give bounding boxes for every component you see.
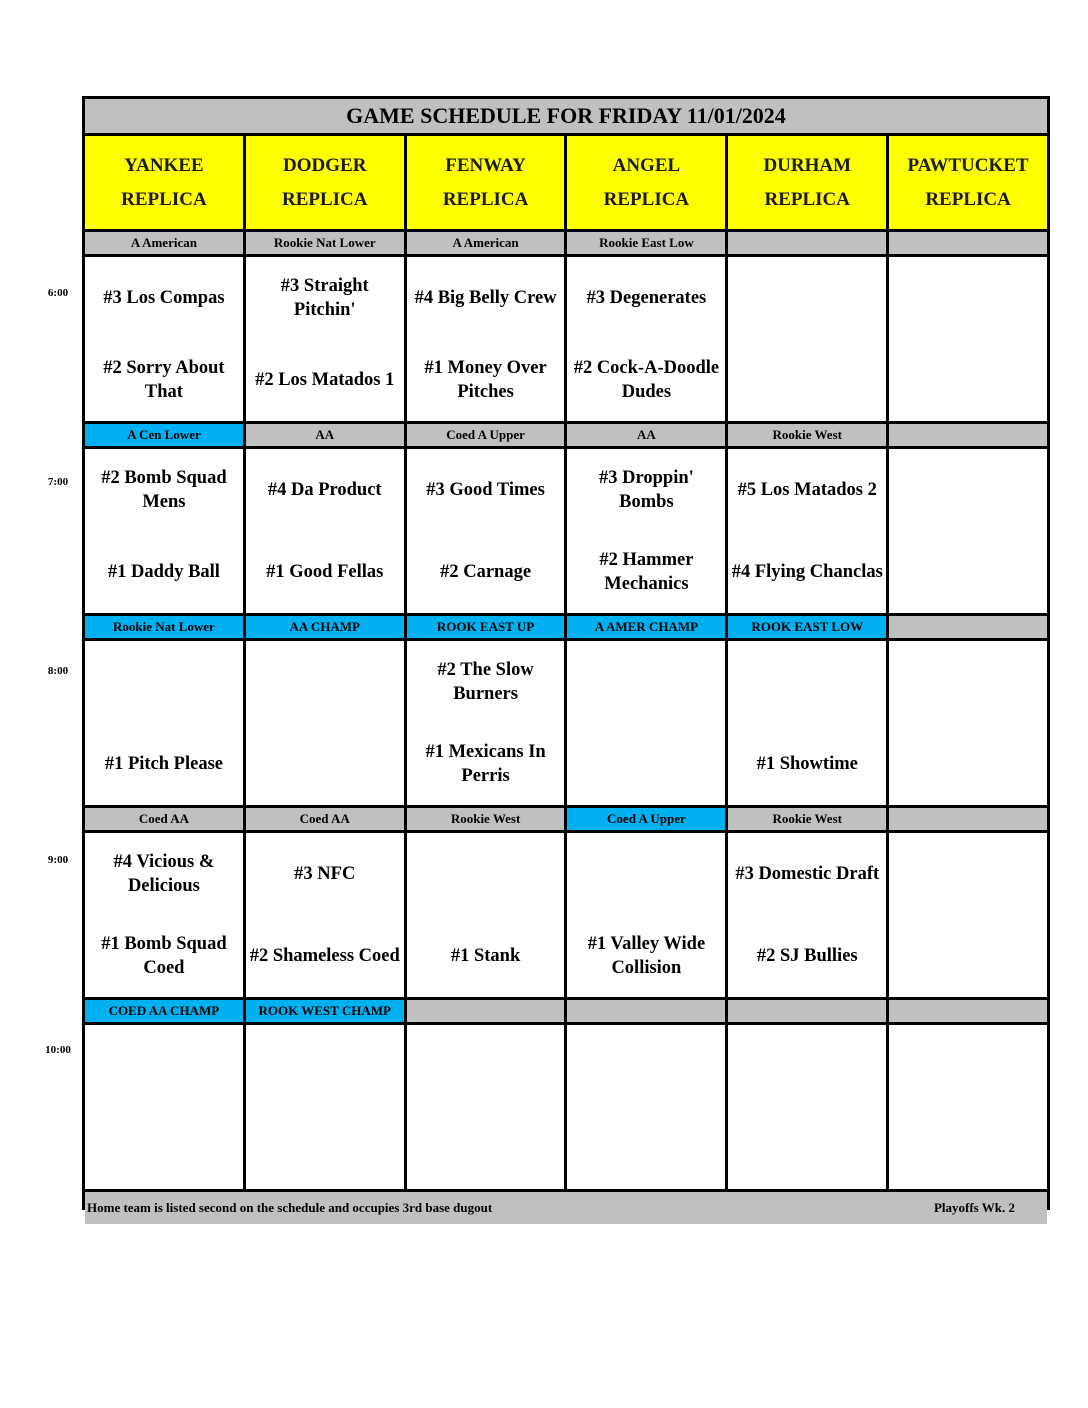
division-label [889, 424, 1047, 446]
game-cell [889, 1025, 1047, 1189]
home-team: #1 Money Over Pitches [424, 358, 547, 402]
division-label: AA [567, 424, 725, 446]
home-team [246, 723, 404, 805]
game-cell [728, 641, 886, 805]
home-team: #1 Bomb Squad Coed [101, 934, 227, 978]
away-team [407, 1025, 565, 1107]
division-label: AA [246, 424, 404, 446]
home-team [889, 531, 1047, 613]
field-name: DODGER [283, 154, 367, 176]
division-label [567, 1000, 725, 1022]
game-cell [85, 641, 243, 805]
time-label: 9:00 [47, 854, 69, 866]
division-label: ROOK EAST LOW [728, 616, 886, 638]
game-cell [728, 833, 886, 997]
home-team: #1 Stank [450, 946, 521, 966]
home-team [728, 339, 886, 421]
game-cell [889, 833, 1047, 997]
field-name: PAWTUCKET [907, 154, 1029, 176]
schedule-title: GAME SCHEDULE FOR FRIDAY 11/01/2024 [85, 99, 1047, 133]
away-team [889, 449, 1047, 531]
division-label: A American [407, 232, 565, 254]
division-label: Coed A Upper [567, 808, 725, 830]
game-cell [567, 257, 725, 421]
field-header-fenway [407, 136, 565, 229]
game-cell [728, 1025, 886, 1189]
game-cell [85, 833, 243, 997]
footer-note: Home team is listed second on the schedule and occupies 3rd base dugout [87, 1200, 493, 1215]
division-label: Coed AA [85, 808, 243, 830]
away-team: #4 Vicious & Delicious [113, 852, 215, 896]
home-team: #2 Carnage [440, 562, 532, 582]
home-team: #2 Shameless Coed [249, 946, 400, 966]
division-label [728, 232, 886, 254]
field-sub: REPLICA [121, 188, 207, 210]
game-cell [246, 257, 404, 421]
away-team [567, 641, 725, 723]
game-cell [889, 641, 1047, 805]
away-team [85, 1025, 243, 1107]
game-cell [246, 833, 404, 997]
game-cell [889, 449, 1047, 613]
footer-week: Playoffs Wk. 2 [933, 1200, 1015, 1215]
away-team [407, 833, 565, 915]
division-label: Rookie West [728, 808, 886, 830]
home-team [407, 1107, 565, 1189]
away-team [567, 1025, 725, 1107]
home-team [889, 1107, 1047, 1189]
home-team: #4 Flying Chanclas [731, 562, 883, 582]
field-name: YANKEE [124, 154, 204, 176]
division-label: Coed AA [246, 808, 404, 830]
away-team: #5 Los Matados 2 [737, 480, 877, 500]
game-cell [407, 257, 565, 421]
away-team: #2 Bomb Squad Mens [101, 468, 227, 512]
field-header-pawtucket [889, 136, 1047, 229]
away-team [567, 833, 725, 915]
division-label: COED AA CHAMP [85, 1000, 243, 1022]
home-team [728, 1107, 886, 1189]
game-cell [567, 449, 725, 613]
away-team [728, 1025, 886, 1107]
game-cell [567, 833, 725, 997]
away-team [85, 641, 243, 723]
game-cell [567, 1025, 725, 1189]
home-team: #1 Mexicans In Perris [425, 742, 546, 786]
game-cell [889, 257, 1047, 421]
division-label: Rookie Nat Lower [85, 616, 243, 638]
home-team: #1 Good Fellas [266, 562, 384, 582]
away-team: #3 Straight Pitchin' [280, 276, 369, 320]
away-team [889, 641, 1047, 723]
division-label [889, 808, 1047, 830]
division-label: ROOK EAST UP [407, 616, 565, 638]
away-team: #2 The Slow Burners [437, 660, 534, 704]
division-label: A Cen Lower [85, 424, 243, 446]
away-team [246, 641, 404, 723]
division-label: ROOK WEST CHAMP [246, 1000, 404, 1022]
field-name: ANGEL [612, 154, 681, 176]
away-team: #3 Droppin' Bombs [599, 468, 694, 512]
field-sub: REPLICA [925, 188, 1011, 210]
away-team: #3 NFC [294, 864, 356, 884]
home-team: #2 Sorry About That [103, 358, 225, 402]
home-team [567, 723, 725, 805]
time-label: 10:00 [45, 1044, 71, 1056]
division-label: A AMER CHAMP [567, 616, 725, 638]
home-team [246, 1107, 404, 1189]
game-cell [85, 1025, 243, 1189]
away-team [728, 641, 886, 723]
field-sub: REPLICA [281, 188, 368, 210]
away-team: #3 Los Compas [103, 288, 225, 308]
home-team: #1 Showtime [756, 754, 858, 774]
field-header-angel [567, 136, 725, 229]
division-label: Coed A Upper [407, 424, 565, 446]
away-team [728, 257, 886, 339]
game-cell [407, 833, 565, 997]
division-label [889, 232, 1047, 254]
game-cell [246, 1025, 404, 1189]
field-header-yankee [85, 136, 243, 229]
away-team: #3 Good Times [426, 480, 545, 500]
field-name: FENWAY [445, 154, 526, 176]
away-team [246, 1025, 404, 1107]
schedule-footer [85, 1192, 1047, 1224]
field-sub: REPLICA [442, 188, 529, 210]
game-cell [728, 449, 886, 613]
home-team: #1 Valley Wide Collision [587, 934, 706, 978]
game-cell [246, 641, 404, 805]
field-sub: REPLICA [603, 188, 690, 210]
game-cell [728, 257, 886, 421]
away-team: #4 Da Product [267, 480, 382, 500]
division-label [889, 1000, 1047, 1022]
game-cell [407, 641, 565, 805]
game-cell [85, 257, 243, 421]
time-label: 6:00 [47, 287, 69, 299]
division-label [728, 1000, 886, 1022]
home-team [85, 1107, 243, 1189]
away-team [889, 1025, 1047, 1107]
division-label: Rookie East Low [567, 232, 725, 254]
field-sub: REPLICA [764, 188, 850, 210]
division-label [407, 1000, 565, 1022]
game-cell [407, 449, 565, 613]
home-team [567, 1107, 725, 1189]
home-team: #2 SJ Bullies [756, 946, 858, 966]
home-team: #1 Daddy Ball [107, 562, 220, 582]
time-label: 8:00 [47, 665, 69, 677]
division-label: Rookie Nat Lower [246, 232, 404, 254]
game-cell [246, 449, 404, 613]
field-header-dodger [246, 136, 404, 229]
home-team: #2 Hammer Mechanics [599, 550, 694, 594]
home-team [889, 723, 1047, 805]
home-team [889, 339, 1047, 421]
game-cell [85, 449, 243, 613]
time-label: 7:00 [47, 476, 69, 488]
game-cell [567, 641, 725, 805]
division-label: Rookie West [407, 808, 565, 830]
home-team [889, 915, 1047, 997]
division-label [889, 616, 1047, 638]
away-team [889, 833, 1047, 915]
away-team: #3 Degenerates [586, 288, 707, 308]
away-team [889, 257, 1047, 339]
field-header-durham [728, 136, 886, 229]
division-label: A American [85, 232, 243, 254]
field-name: DURHAM [763, 154, 852, 176]
game-cell [407, 1025, 565, 1189]
division-label: Rookie West [728, 424, 886, 446]
home-team: #2 Cock-A-Doodle Dudes [573, 358, 720, 402]
home-team: #2 Los Matados 1 [255, 370, 395, 390]
away-team: #4 Big Belly Crew [414, 288, 557, 308]
division-label: AA CHAMP [246, 616, 404, 638]
home-team: #1 Pitch Please [104, 754, 223, 774]
away-team: #3 Domestic Draft [735, 864, 880, 884]
schedule-table [82, 96, 1050, 1215]
